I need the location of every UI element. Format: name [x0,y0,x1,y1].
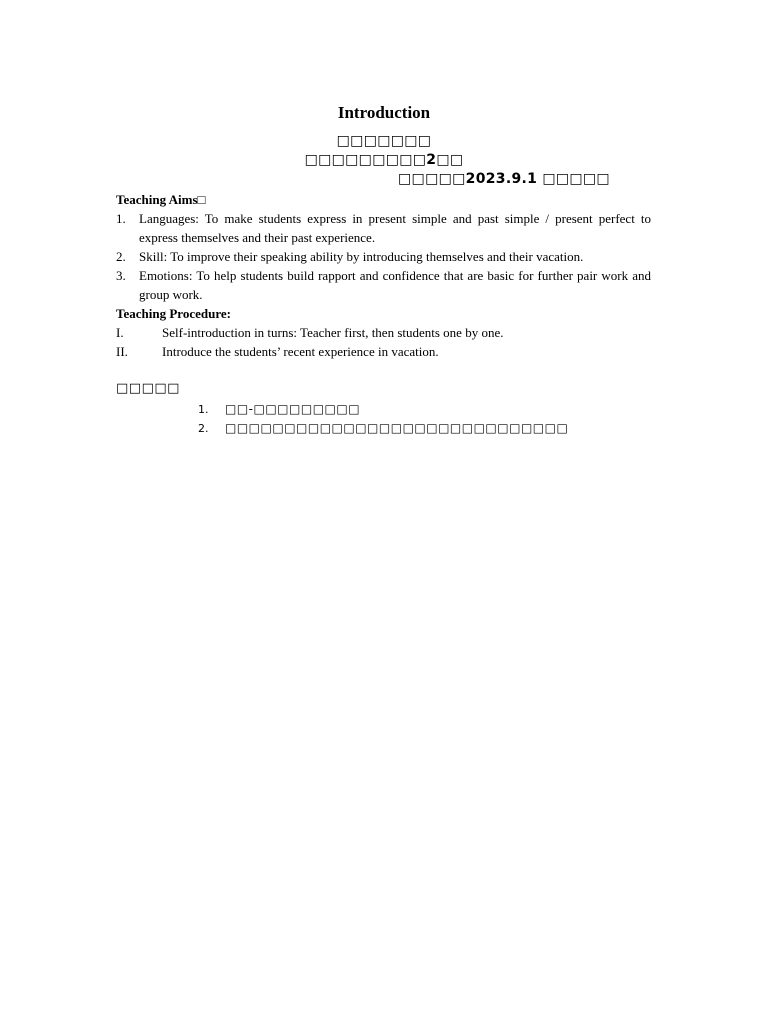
list-text: Emotions: To help students build rapport and confidence that are basic for further pair work and group work. [139,268,651,302]
list-number: 3. [116,268,126,283]
list-number: 1. [116,211,126,226]
list-text: Languages: To make students express in present simple and past simple / present perfect to express themselves and their past experience. [139,211,651,245]
document-title: Introduction [337,103,431,122]
reflection-item [198,419,651,438]
list-text: □□□□□□□□□□□□□□□□□□□□□□□□□□□□□ [225,421,569,435]
list-number: 2. [198,422,209,435]
teaching-aim-item [116,266,651,304]
list-text: □□-□□□□□□□□□ [225,402,361,416]
list-text: Self-introduction in turns: Teacher first, then students one by one. [162,325,504,340]
blank-line [116,361,651,379]
procedure-item [116,323,651,342]
list-number: 2. [116,249,126,264]
list-number: I. [116,325,124,340]
list-text: Introduce the students’ recent experience in vacation. [162,344,439,359]
meta-line-date: □□□□□2023.9.1 □□□□□ [398,171,610,187]
list-number: II. [116,344,128,359]
meta-line-class: □□□□□□□□□2□□ [304,152,464,168]
reflection-heading: □□□□□ [116,381,180,396]
procedure-item [116,342,651,361]
teaching-aim-item [116,247,651,266]
teaching-aims-heading: Teaching Aims□ [116,192,206,207]
meta-line-designer: □□□□□□□ [336,133,432,149]
list-text: Skill: To improve their speaking ability by introducing themselves and their vacation. [139,249,584,264]
document-body [116,190,651,438]
reflection-item [198,400,651,419]
teaching-aim-item [116,209,651,247]
reflection-list [198,400,651,438]
list-number: 1. [198,403,209,416]
teaching-procedure-heading: Teaching Procedure: [116,306,231,321]
